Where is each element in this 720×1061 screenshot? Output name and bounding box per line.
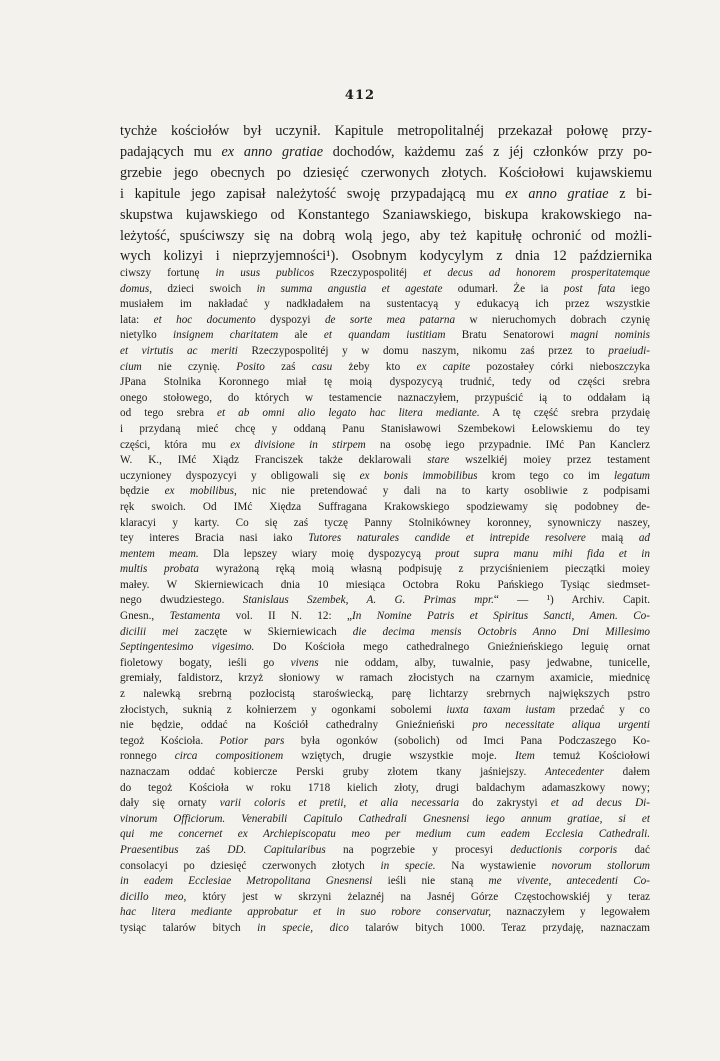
italic-segment: Potior pars (219, 734, 285, 747)
main_lines-line (120, 121, 652, 142)
italic-segment: Septingentesimo vigesimo. (120, 641, 255, 654)
italic-segment: ex anno gratiae (221, 143, 323, 160)
footnote_lines-line (120, 859, 650, 875)
footnote_lines-line (120, 313, 650, 329)
main_lines-line (120, 205, 652, 226)
footnote_lines-line (120, 328, 650, 344)
text-segment: Rzeczypospolitéj (314, 267, 424, 279)
footnote_lines-line (120, 827, 650, 843)
text-segment: złocistych, suknią z kołnierzem y ogonkami sobolemi (120, 703, 447, 716)
text-segment: przedać y co (555, 703, 650, 716)
footnote_lines-line (120, 718, 650, 734)
text-segment: i kapitule jego zapisał należytość swoję przypadającą mu (120, 185, 506, 202)
text-segment: grzebie jego obecnych po dziesięć czerwonych złotych. Kościołowi kujawskiemu (120, 164, 652, 181)
italic-segment: hac litera mediante approbatur et in suo robore conservatur, (120, 906, 492, 919)
footnote_lines-line (120, 671, 650, 687)
italic-segment: me vivente, antecedenti Co- (488, 875, 650, 888)
text-segment: leżytość, spuściwszy się na dobrą wolą jego, aby też kapitułę ochronić od możli- (120, 227, 652, 244)
italic-segment: post fata (563, 282, 616, 295)
main_lines-line (120, 246, 652, 267)
text-segment: zaś (178, 843, 228, 856)
text-segment: do tegoż Kościoła w roku 1718 kielich złoty, drugi baldachym adamaszkowy nowy; (120, 781, 650, 794)
text-segment: zaś (264, 360, 312, 373)
italic-segment: et quandam iustitiam (323, 329, 446, 342)
text-segment: W. K., IMć Xiądz Franciszek także deklarowali (120, 454, 428, 467)
footnote_lines-line (120, 391, 650, 407)
text-segment: nie będzie, oddać na Kościół cathedralny Gnieźnieński (120, 719, 473, 732)
footnote_lines-line (120, 547, 650, 563)
footnote_lines-line (120, 890, 650, 906)
text-segment: do zakrystyi (459, 797, 551, 810)
italic-segment: vinorum Officiorum. (120, 812, 226, 825)
text-segment (225, 813, 241, 825)
text-segment: i przydaną mieć chcę y oddaną Panu Stanisławowi Szembekowi Łelowskiemu do tey (120, 422, 650, 435)
footnote_lines-line (120, 282, 650, 298)
text-segment: temuż Kościołowi (534, 750, 650, 763)
text-segment: krom tego co im (477, 469, 614, 482)
footnote_lines-line (120, 562, 650, 578)
text-segment: małey. W Skierniewicach dnia 10 miesiąca Octobra Roku Pańskiego Tysiąc siedmset- (120, 578, 650, 591)
footnote_lines-line (120, 905, 650, 921)
italic-segment: Tutores naturales candide et intrepide resolvere (308, 532, 586, 545)
text-segment: iego (615, 282, 650, 295)
text-segment: od tego srebra (120, 407, 217, 420)
text-segment: ciwszy fortunę (120, 267, 216, 279)
italic-segment: DD. Capitularibus (227, 843, 326, 856)
italic-segment: qui me concernet ex Archiepiscopatu meo per medium cum eadem Ecclesia Cathedrali. (120, 828, 650, 841)
text-segment: skupstwa kujawskiego od Konstantego Szaniawskiego, biskupa krakowskiego na- (120, 206, 652, 223)
footnote_lines-line (120, 422, 650, 438)
text-segment: padających mu (120, 143, 222, 160)
italic-segment: ex anno gratiae (505, 185, 609, 202)
italic-segment: ex divisione in stirpem (230, 438, 366, 451)
italic-segment: et hoc documento (153, 313, 256, 326)
text-segment: wyrażoną ręką moią własną podpisuję z przyciśnieniem pieczątki moiey (199, 563, 650, 576)
text-segment: naznaczyłem y legowałem (491, 906, 650, 919)
text-segment: ręk swoich. Od IMć Xiędza Suffragana Krakowskiego spodziewamy się podobney de- (120, 500, 650, 513)
footnote_lines-line (120, 344, 650, 360)
text-segment: tychże kościołów był uczynił. Kapitule metropolitalnéj przekazał połowę przy- (120, 123, 652, 139)
italic-segment: et virtutis ac meriti (120, 344, 238, 357)
text-segment: dyspozyi (255, 313, 325, 326)
italic-segment: dicilii mei (120, 625, 179, 638)
page-number: 412 (344, 88, 376, 103)
italic-segment: novorum stollorum (551, 859, 650, 872)
footnote_lines-line (120, 843, 650, 859)
italic-segment: Item (514, 750, 535, 763)
text-segment: dać (617, 843, 650, 856)
text-segment: odumarł. Że ia (442, 282, 564, 295)
text-segment: ronnego (120, 750, 175, 763)
footnote_lines-line (120, 593, 650, 609)
footnote-text (120, 266, 650, 937)
text-segment: dochodów, każdemu zaś z jéj członków przy po- (323, 143, 652, 160)
italic-segment: Stanislaus Szembek, A. G. Primas mpr. (242, 594, 494, 607)
text-segment: nie oddam, alby, tuwalnie, pasy jedwabne, tunicelle, (318, 656, 650, 669)
footnote_lines-line (120, 765, 650, 781)
text-segment: ale (278, 329, 324, 342)
italic-segment: Posito (236, 360, 265, 373)
footnote_lines-line (120, 687, 650, 703)
italic-segment: ex bonis immobilibus (359, 469, 478, 482)
text-segment: nietylko (120, 329, 173, 342)
italic-segment: cium (120, 360, 142, 373)
footnote_lines-line (120, 609, 650, 625)
text-segment: tegoż Kościoła. (120, 734, 220, 747)
footnote_lines-line (120, 734, 650, 750)
footnote_lines-line (120, 297, 650, 313)
italic-segment: in eadem Ecclesiae Metropolitana Gnesnensi (120, 875, 373, 888)
text-segment: Na wystawienie (435, 859, 552, 872)
italic-segment: dico (329, 921, 349, 934)
italic-segment: ad (638, 532, 650, 545)
text-segment: na osobę iego przypadnie. IMć Pan Kanclerz (365, 438, 650, 451)
footnote_lines-line (120, 749, 650, 765)
italic-segment: in usus publicos (215, 267, 315, 279)
italic-segment: varii coloris et pretii, et alia necessaria (219, 797, 460, 810)
main_lines-line (120, 226, 652, 247)
italic-segment: insignem charitatem (173, 329, 279, 342)
text-segment: z bi- (608, 185, 652, 202)
text-segment: nego dwudziestego. (120, 594, 243, 607)
footnote_lines-line (120, 375, 650, 391)
italic-segment: prout supra manu mihi fida et in (435, 547, 650, 560)
text-segment: pozostałey córki nieboszczyka (470, 360, 650, 373)
text-segment: A tę część srebra przydaię (479, 407, 650, 420)
text-segment: części, która mu (120, 438, 231, 451)
footnote_lines-line (120, 656, 650, 672)
footnote_lines-line (120, 640, 650, 656)
footnote_lines-line (120, 453, 650, 469)
italic-segment: stare (427, 454, 450, 467)
main_lines-line (120, 142, 652, 163)
text-segment: lata: (120, 313, 154, 326)
footnote_lines-line (120, 438, 650, 454)
text-segment: Do Kościoła mego cathedralnego Gnieźnieńskiego leguię ornat (254, 641, 650, 654)
text-segment: ieśli nie staną (372, 875, 489, 888)
footnote_lines-line (120, 266, 650, 282)
italic-segment: ex mobilibus, (164, 485, 237, 498)
text-segment: żeby kto (332, 360, 417, 373)
italic-segment: legatum (613, 469, 650, 482)
text-segment: na pogrzebie y procesyi (325, 843, 511, 856)
text-segment: nie czynię. (141, 360, 237, 373)
text-segment: gremiały, faldistorz, krzyż słoniowy w ramach złocistych na czarnym axamicie, miednicę (120, 672, 650, 685)
italic-segment: in specie. (380, 859, 436, 872)
main-text (120, 121, 652, 267)
italic-segment: Venerabili Capitulo Cathedrali Gnesnensi iego annum gratiae, si et (241, 812, 650, 825)
italic-segment: vivens (290, 656, 319, 669)
italic-segment: die decima mensis Octobris Anno Dni Millesimo (352, 625, 650, 638)
footnote_lines-line (120, 796, 650, 812)
text-segment: wszelkiéj moiey przez testament (449, 454, 650, 467)
text-segment: Gnesn., (120, 610, 170, 623)
italic-segment: praeiudi- (608, 344, 650, 357)
italic-segment: iuxta taxam iustam (446, 703, 556, 716)
text-segment: vol. II N. 12: „ (220, 610, 352, 623)
italic-segment: de sorte mea patarna (324, 313, 456, 326)
footnote_lines-line (120, 812, 650, 828)
italic-segment: deductionis corporis (510, 843, 618, 856)
footnote_lines-line (120, 469, 650, 485)
text-segment: “ — ¹) Archiv. Capit. (493, 594, 650, 607)
footnote_lines-line (120, 360, 650, 376)
italic-segment: circa compositionem (174, 750, 284, 763)
footnote_lines-line (120, 921, 650, 937)
text-segment: zaczęte w Skierniewicach (178, 625, 353, 638)
italic-segment: in specie, (257, 921, 314, 934)
text-segment (313, 922, 330, 934)
text-segment: fioletowy bogaty, ieśli go (120, 656, 291, 669)
italic-segment: multis probata (120, 563, 199, 576)
italic-segment: pro necessitate aliqua urgenti (472, 719, 650, 732)
text-segment: uczynioney dyspozycyi y obligowali się (120, 469, 360, 482)
italic-segment: domus, (120, 282, 153, 295)
italic-segment: dicillo meo, (120, 890, 187, 903)
text-segment: tey interes Bracia nasi iako (120, 532, 309, 545)
italic-segment: mentem meam. (120, 547, 199, 560)
italic-segment: casu (311, 360, 333, 373)
text-segment: Rzeczypospolitéj y w domu naszym, nikomu zaś przez to (237, 344, 609, 357)
text-segment: z nalewką srebrną pozłocistą staroświecką, parę lichtarzy srebrnych największych pstro (120, 688, 650, 701)
text-segment: tysiąc talarów bitych (120, 921, 258, 934)
text-segment: dałem (603, 766, 650, 778)
footnote_lines-line (120, 531, 650, 547)
footnote_lines-line (120, 578, 650, 594)
footnote_lines-line (120, 516, 650, 532)
italic-segment: magni nominis (570, 329, 650, 342)
text-segment: będzie (120, 485, 165, 498)
footnote_lines-line (120, 874, 650, 890)
footnote_lines-line (120, 781, 650, 797)
footnote_lines-line (120, 484, 650, 500)
footnote_lines-line (120, 625, 650, 641)
text-segment: Bratu Senatorowi (445, 329, 571, 342)
footnote_lines-line (120, 406, 650, 422)
text-segment: który jest w skrzyni żelaznéj na Jasnéj Górze Częstochowskiéj y teraz (186, 890, 650, 903)
text-segment: musiałem im nakładać y nadkładałem na sustentacyą y edukacyą ich przez wszystkie (120, 298, 650, 311)
italic-segment: et ab omni alio legato hac litera mediante. (217, 407, 480, 420)
text-segment: consolacyi po dziesięć czerwonych złotych (120, 859, 381, 872)
italic-segment: Testamenta (169, 610, 221, 623)
text-segment: wych kolizyi i nieprzyjemności¹). Osobnym kodycylym z dnia 12 października (120, 248, 652, 265)
text-segment: dzieci swoich (152, 282, 257, 295)
footnote_lines-line (120, 500, 650, 516)
text-segment: Dla lepszey wiary moię dyspozycyą (198, 547, 436, 560)
text-segment: klaracyi y karty. Co się zaś tyczę Panny Stolnikówney koronney, synowniczy naszey, (120, 516, 650, 529)
italic-segment: Antecedenter (544, 766, 604, 778)
italic-segment: et decus ad honorem prosperitatemque (423, 267, 650, 279)
text-segment: w nieruchomych dobrach czynię (455, 313, 650, 326)
text-segment: talarów bitych 1000. Teraz przydaję, naznaczam (348, 921, 650, 934)
text-segment: była ogonków (sobolich) od Imci Pana Podczaszego Ko- (284, 734, 650, 747)
italic-segment: Praesentibus (120, 843, 179, 856)
main_lines-line (120, 163, 652, 184)
text-segment: wziętych, drugie wszystkie moje. (283, 750, 515, 763)
text-segment: onego stołowego, do których w testamencie naznaczyłem, przypuścić ią to oddałam ią (120, 391, 650, 404)
footnote_lines-line (120, 703, 650, 719)
italic-segment: in summa angustia et agestate (256, 282, 443, 295)
italic-segment: ex capite (416, 360, 471, 373)
text-segment: naznaczam oddać kobiercze Perski gruby złotem tkany jaśniejszy. (120, 766, 545, 778)
text-segment: maią (585, 532, 639, 545)
italic-segment: et ad decus Di- (550, 797, 650, 810)
text-segment: JPana Stolnika Koronnego miał tę moią dyspozycyą trudnić, tedy od części srebra (120, 376, 650, 389)
italic-segment: In Nomine Patris et Spiritus Sancti, Amen. Co- (352, 610, 650, 623)
text-segment: nic nie pretendować y dali na to karty osobliwie z podpisami (236, 485, 650, 498)
text-segment: dały się ornaty (120, 797, 220, 810)
main_lines-line (120, 184, 652, 205)
